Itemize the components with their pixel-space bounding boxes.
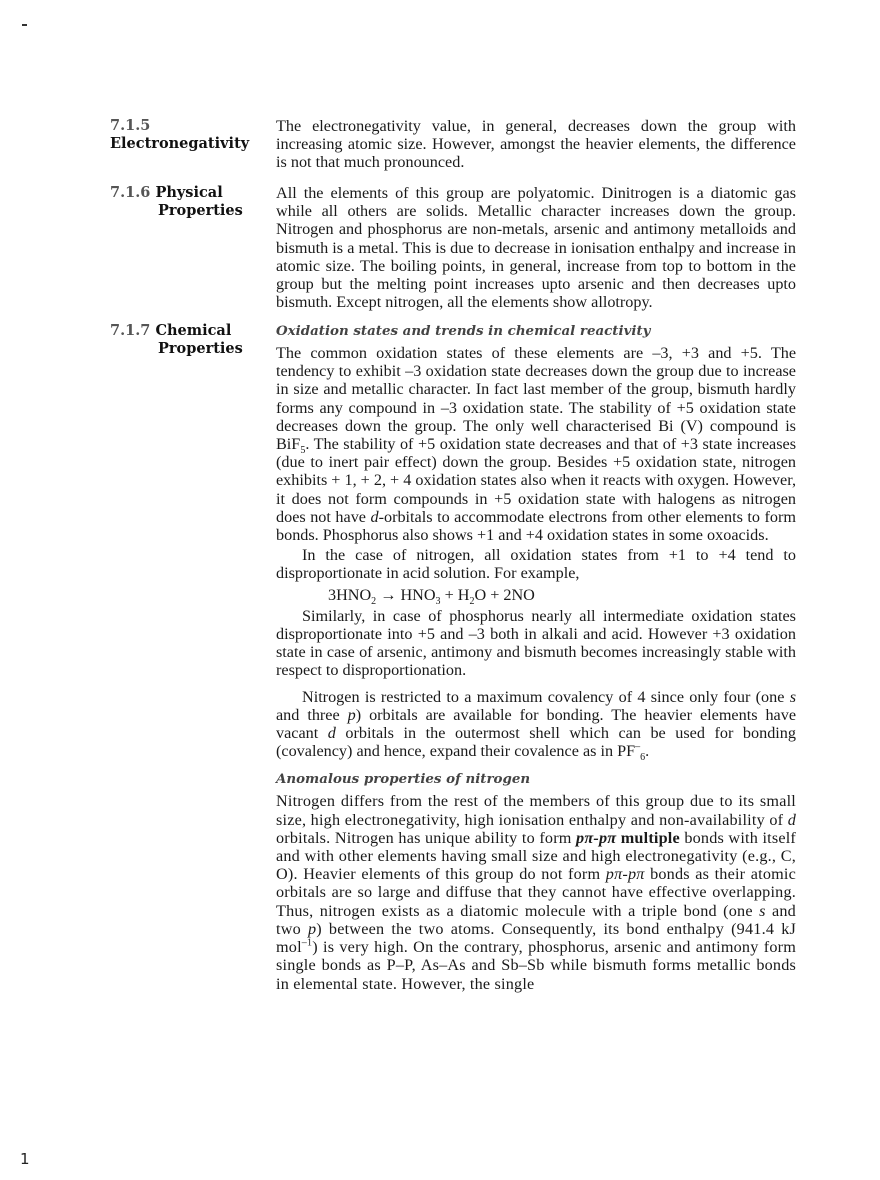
section-title: Electronegativity [110, 135, 250, 152]
paragraph: The electronegativity value, in general, decreases down the group with increasing atomic size. However, amongst the heavier elements, the difference is not that much pronounced. [276, 117, 796, 172]
section-title-line-1: Chemical [155, 322, 232, 339]
section-physical-properties [110, 184, 796, 311]
crop-mark [22, 24, 27, 26]
page-number: 1 [20, 1150, 30, 1168]
section-number: 7.1.6 [110, 184, 151, 201]
section-heading [110, 117, 270, 153]
paragraph-anomalous-nitrogen: Nitrogen differs from the rest of the members of this group due to its small size, high electronegativity, high ionisation enthalpy and non-availability of d orbitals. Nitrogen has unique ability to form pπ-pπ multiple bonds with itself and with other elements having small size and high electronegativity (e.g., C, O). Heavier elements of this group do not form pπ-pπ bonds as their atomic orbitals are so large and diffuse that they cannot have effective overlapping. Thus, nitrogen exists as a diatomic molecule with a triple bond (one s and two p) between the two atoms. Consequently, its bond enthalpy (941.4 kJ mol$^{-1}$) is very high. On the contrary, phosphorus, arsenic and antimony form single bonds as P–P, As–As and Sb–Sb while bismuth forms metallic bonds in elemental state. However, the single [276, 792, 797, 993]
chemical-equation: $3HNO_2 \to HNO_3 + H_2O + 2NO$ [328, 585, 535, 607]
section-chemical-properties [110, 322, 796, 993]
paragraph-phosphorus: Similarly, in case of phosphorus nearly all intermediate oxidation states disproportionate into +5 and –3 both in alkali and acid. However +3 oxidation state in case of arsenic, antimony and bismuth becomes increasingly stable with respect to disproportionation. [276, 606, 796, 680]
paragraph-covalency: Nitrogen is restricted to a maximum covalency of 4 since only four (one s and three p) orbitals are available for bonding. The heavier elements have vacant d orbitals in the outermost shell which can be used for bonding (covalency) and hence, expand their covalence as in $PF^-_6$. [276, 687, 796, 764]
section-electronegativity [110, 117, 796, 172]
paragraph-oxidation-states: The common oxidation states of these elements are –3, +3 and +5. The tendency to exhibit –3 oxidation state decreases down the group due to increase in size and metallic character. In fact last member of the group, bismuth hardly forms any compound in –3 oxidation state. The stability of +5 oxidation state decreases down the group. The only well characterised Bi (V) compound is BiF$_5$. The stability of +5 oxidation state decreases and that of +3 state increases (due to inert pair effect) down the group. Besides +5 oxidation state, nitrogen exhibits + 1, + 2, + 4 oxidation states also when it reacts with oxygen. However, it does not form compounds in +5 oxidation state with halogens as nitrogen does not have d-orbitals to accommodate electrons from other elements to form bonds. Phosphorus also shows +1 and +4 oxidation states in some oxoacids. [276, 344, 796, 545]
paragraph: All the elements of this group are polyatomic. Dinitrogen is a diatomic gas while all others are solids. Metallic character increases down the group. Nitrogen and phosphorus are non-metals, arsenic and antimony metalloids and bismuth is a metal. This is due to decrease in ionisation enthalpy and increase in atomic size. The boiling points, in general, increase from top to bottom in the group but the melting point increases upto arsenic and then decreases upto bismuth. Except nitrogen, all the elements show allotropy. [276, 184, 796, 312]
paragraph-disproportionation: In the case of nitrogen, all oxidation states from +1 to +4 tend to disproportionate in acid solution. For example, [276, 546, 796, 583]
subheading-oxidation-states: Oxidation states and trends in chemical reactivity [276, 323, 651, 339]
subheading-anomalous-nitrogen: Anomalous properties of nitrogen [276, 771, 531, 788]
section-heading [110, 184, 270, 220]
section-title-line-1: Physical [155, 184, 223, 201]
section-body [276, 322, 796, 993]
section-title-line-2: Properties [158, 202, 243, 219]
section-number: 7.1.5 [110, 117, 151, 134]
section-heading [110, 322, 270, 358]
section-number: 7.1.7 [110, 322, 151, 339]
section-body [276, 117, 796, 172]
section-body [276, 184, 796, 311]
section-title-line-2: Properties [158, 340, 243, 357]
